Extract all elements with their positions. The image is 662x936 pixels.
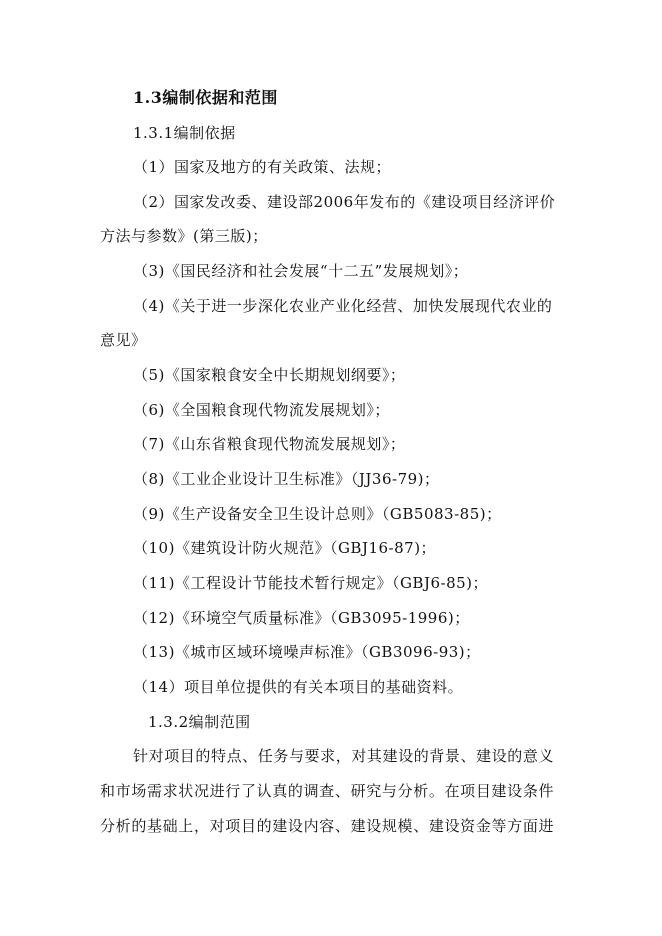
basis-item: （13)《城市区域环境噪声标准》（GB3096-93)； — [133, 643, 481, 661]
basis-item: （2）国家发改委、建设部2006年发布的《建设项目经济评价 — [133, 193, 556, 211]
subsection-heading-scope: 1.3.2编制范围 — [148, 713, 251, 731]
scope-paragraph-line: 和市场需求状况进行了认真的调查、研究与分析。在项目建设条件 — [100, 782, 554, 800]
basis-item: （12)《环境空气质量标准》（GB3095-1996)； — [133, 609, 470, 627]
basis-item: （3)《国民经济和社会发展“十二五”发展规划》； — [133, 262, 469, 280]
basis-item: （7)《山东省粮食现代物流发展规划》； — [133, 435, 406, 453]
basis-item-continuation: 方法与参数》(第三版)； — [100, 227, 268, 245]
scope-paragraph-line: 针对项目的特点、任务与要求，对其建设的背景、建设的意义 — [133, 747, 554, 765]
basis-item: （14）项目单位提供的有关本项目的基础资料。 — [133, 678, 464, 696]
subsection-heading-basis: 1.3.1编制依据 — [133, 124, 236, 142]
basis-item: （8)《工业企业设计卫生标准》（JJ36-79)； — [133, 470, 440, 488]
basis-item: （11)《工程设计节能技术暂行规定》（GBJ6-85)； — [133, 574, 489, 592]
basis-item-continuation: 意见》 — [100, 331, 147, 349]
basis-item: （10)《建筑设计防火规范》（GBJ16-87)； — [133, 539, 437, 557]
basis-item: （5)《国家粮食安全中长期规划纲要》； — [133, 366, 406, 384]
basis-item: （6)《全国粮食现代物流发展规划》； — [133, 401, 390, 419]
basis-item: （9)《生产设备安全卫生设计总则》（GB5083-85)； — [133, 505, 502, 523]
section-heading: 1.3编制依据和范围 — [133, 88, 278, 107]
basis-item: （4)《关于进一步深化农业产业化经营、加快发展现代农业的 — [133, 297, 553, 315]
basis-item: （1）国家及地方的有关政策、法规； — [133, 158, 392, 176]
scope-paragraph-line: 分析的基础上，对项目的建设内容、建设规模、建设资金等方面进 — [100, 817, 554, 835]
